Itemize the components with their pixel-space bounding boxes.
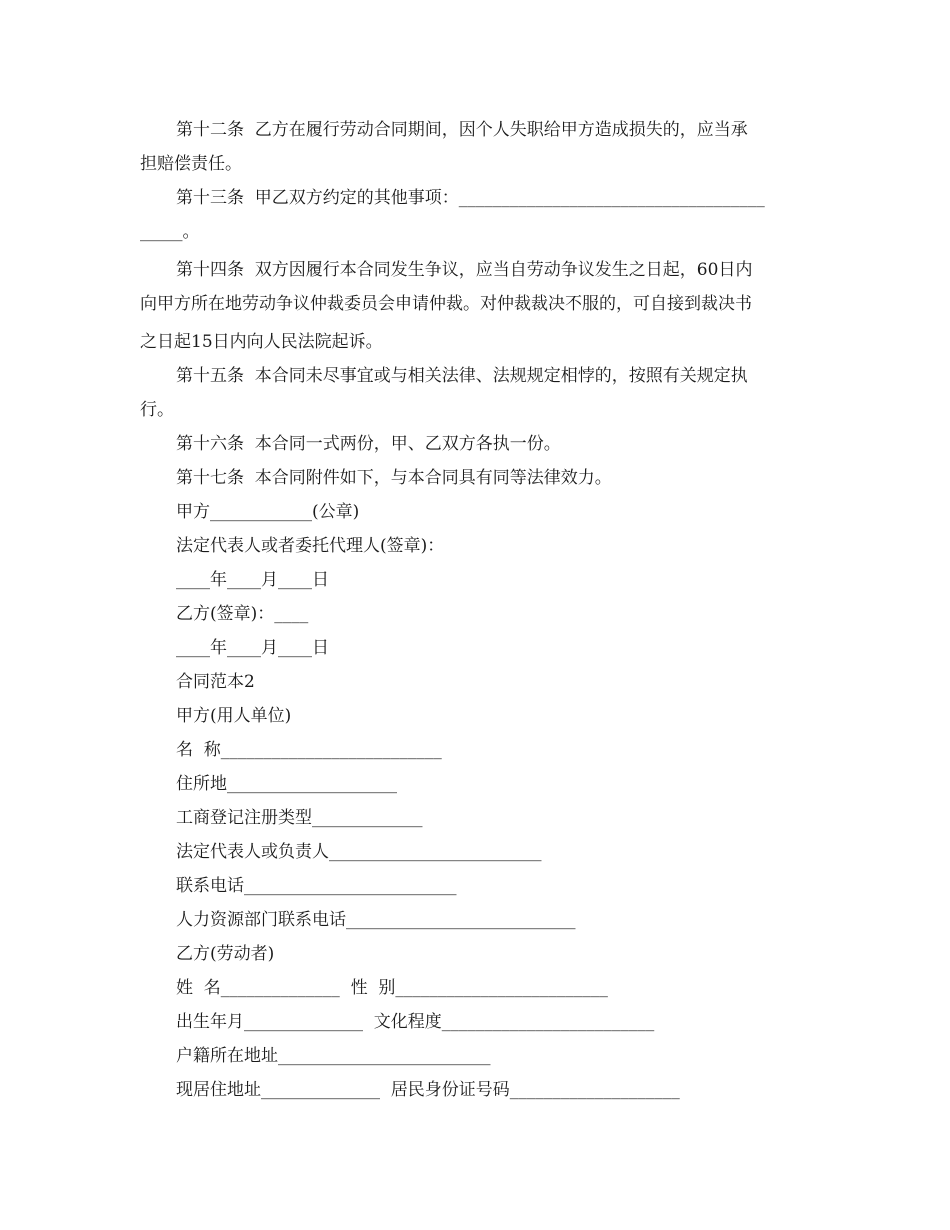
clause-13-line-1: 第十三条 甲乙双方约定的其他事项：____________________________________ [176,188,765,208]
legal-representative-field: 法定代表人或负责人_________________________ [176,842,542,862]
clause-14-line-1: 第十四条 双方因履行本合同发生争议，应当自劳动争议发生之日起，60日内 [176,260,753,280]
clause-14-line-2: 向甲方所在地劳动争议仲裁委员会申请仲裁。对仲裁裁决不服的，可自接到裁决书 [140,294,752,314]
household-address-field: 户籍所在地址_________________________ [176,1046,491,1066]
clause-15-line-1: 第十五条 本合同未尽事宜或与相关法律、法规规定相悖的，按照有关规定执 [176,366,748,386]
employer-name-field: 名 称__________________________ [176,740,442,760]
employee-heading: 乙方(劳动者) [176,944,275,964]
section-title-template-2: 合同范本2 [176,672,255,692]
clause-13-line-2: _____。 [140,222,200,242]
birth-education-field: 出生年月______________ 文化程度_________________________ [176,1012,655,1032]
employer-address-field: 住所地____________________ [176,774,397,794]
party-a-seal-line: 甲方____________(公章) [176,502,360,522]
party-b-date-line: ____年____月____日 [176,638,329,658]
registration-type-field: 工商登记注册类型_____________ [176,808,423,828]
party-a-date-line: ____年____月____日 [176,570,329,590]
clause-17: 第十七条 本合同附件如下，与本合同具有同等法律效力。 [176,468,612,488]
party-b-signature-line: 乙方(签章)：____ [176,604,309,624]
employer-heading: 甲方(用人单位) [176,706,292,726]
clause-16: 第十六条 本合同一式两份，甲、乙双方各执一份。 [176,434,561,454]
current-address-id-field: 现居住地址______________ 居民身份证号码____________________ [176,1080,680,1100]
clause-15-line-2: 行。 [140,400,174,420]
contact-phone-field: 联系电话_________________________ [176,876,457,896]
name-gender-field: 姓 名______________ 性 别_________________________ [176,978,608,998]
legal-representative-signature-line: 法定代表人或者委托代理人(签章)： [176,536,445,556]
clause-14-line-3: 之日起15日内向人民法院起诉。 [140,332,383,352]
hr-contact-phone-field: 人力资源部门联系电话___________________________ [176,910,576,930]
clause-12-line-2: 担赔偿责任。 [140,154,242,174]
clause-12-line-1: 第十二条 乙方在履行劳动合同期间，因个人失职给甲方造成损失的，应当承 [176,120,748,140]
